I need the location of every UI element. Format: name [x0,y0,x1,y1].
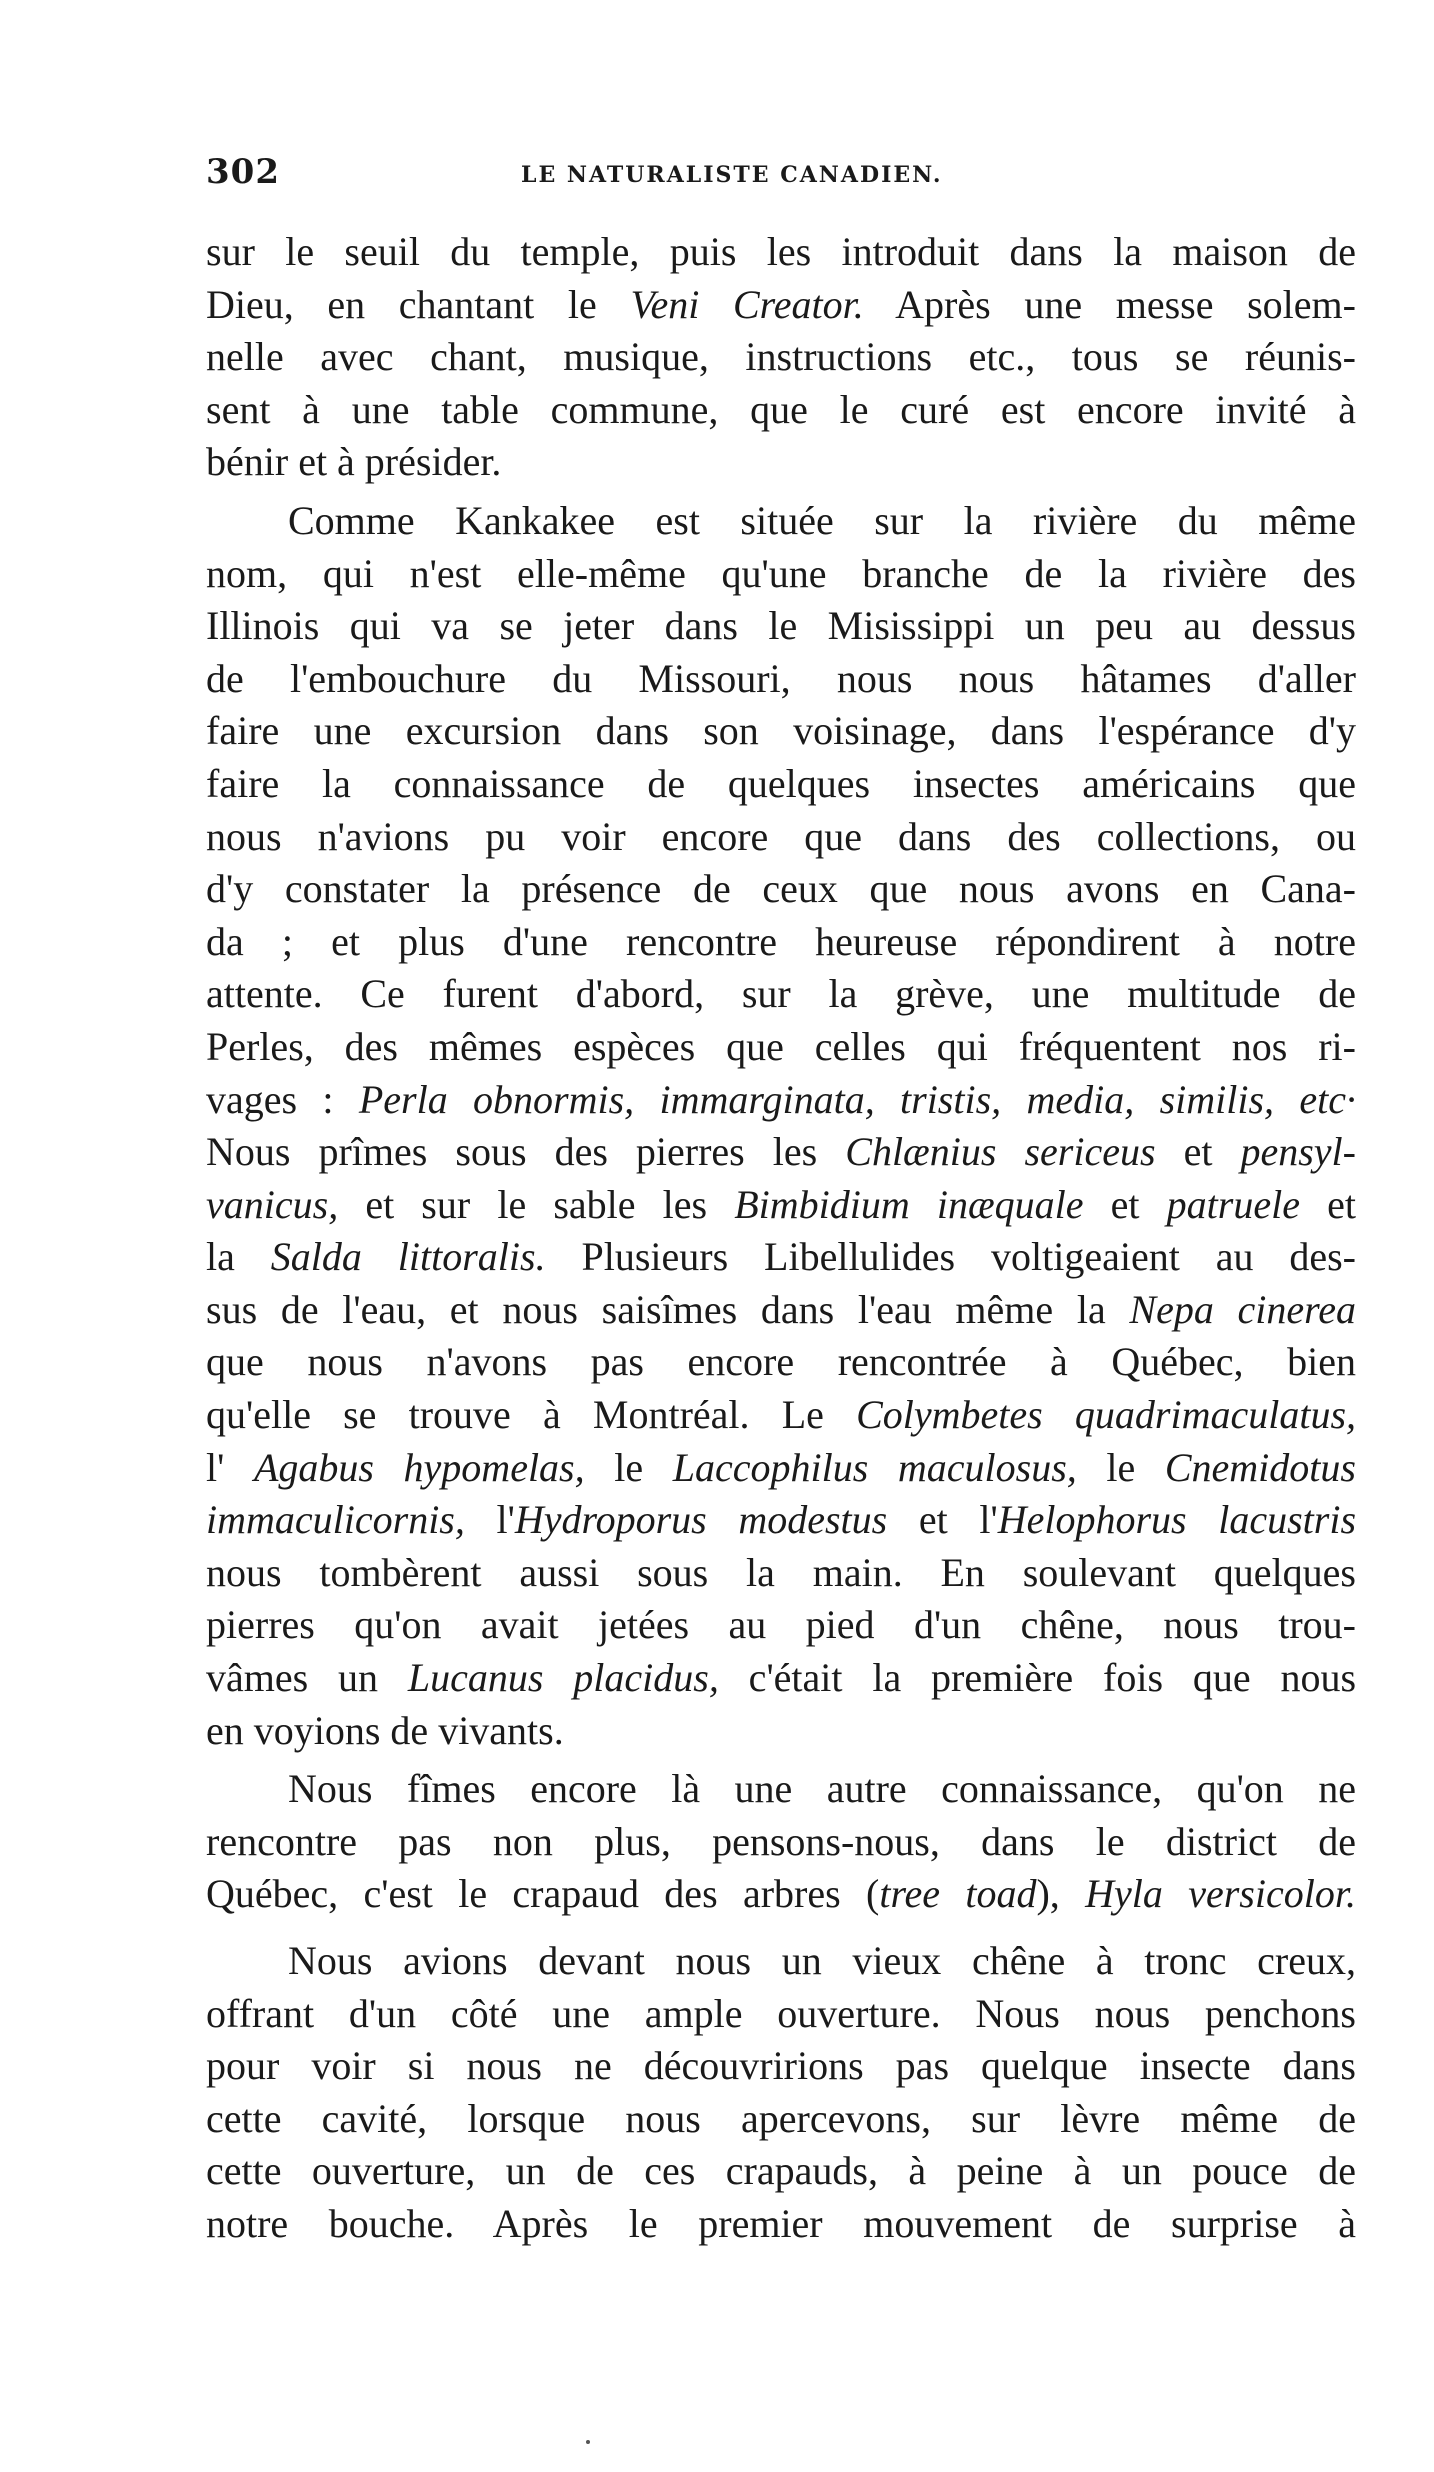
text-line: cette cavité, lorsque nous apercevons, sur lèvre même de [206,2095,1356,2141]
print-speck [586,2440,590,2444]
text-line: sus de l'eau, et nous saisîmes dans l'eau même la Nepa cinerea [206,1286,1356,1332]
italic-title: Veni Creator. [630,281,864,327]
text-line: Illinois qui va se jeter dans le Misissippi un peu au dessus [206,603,1356,649]
page-number: 302 [206,152,280,192]
body-text [206,226,1356,2251]
species-name: Nepa cinerea [1129,1286,1356,1332]
text-line: offrant d'un côté une ample ouverture. Nous nous penchons [206,1990,1356,2036]
species-name: Colymbetes quadrimaculatus, [856,1392,1357,1438]
text-line: bénir et à présider. [206,439,502,485]
text-line: rencontre pas non plus, pensons-nous, dans le district de [206,1818,1356,1864]
text-line: nous tombèrent aussi sous la main. En soulevant quelques [206,1549,1356,1595]
text-line: Dieu, en chantant le Veni Creator. Après une messe solem- [206,281,1356,327]
text-line: notre bouche. Après le premier mouvement de surprise à [206,2200,1356,2246]
text-line: vages : Perla obnormis, immarginata, tristis, media, similis, etc· [206,1076,1356,1122]
text-line: sent à une table commune, que le curé est encore invité à [206,386,1356,432]
text-line: pour voir si nous ne découvririons pas quelque insecte dans [206,2043,1356,2089]
text-line: nelle avec chant, musique, instructions etc., tous se réunis- [206,334,1356,380]
text-line: Comme Kankakee est située sur la rivière du même [288,497,1356,543]
species-name: Cnemidotus [1164,1444,1356,1490]
species-name: Hydroporus modestus [514,1497,888,1543]
text-line: attente. Ce furent d'abord, sur la grève, une multitude de [206,971,1356,1017]
text-line: d'y constater la présence de ceux que nous avons en Cana- [206,866,1356,912]
species-name: pensyl- [1240,1129,1356,1175]
text-line: da ; et plus d'une rencontre heureuse répondirent à notre [206,918,1356,964]
text-line: l' Agabus hypomelas, le Laccophilus maculosus, le Cnemidotus [206,1444,1356,1490]
species-name: Hyla versicolor. [1085,1871,1356,1917]
species-name: Salda littoralis. [270,1234,546,1280]
text-line: la Salda littoralis. Plusieurs Libellulides voltigeaient au des- [206,1234,1356,1280]
text-line: Nous fîmes encore là une autre connaissance, qu'on ne [288,1766,1356,1812]
text-line: Nous avions devant nous un vieux chêne à tronc creux, [288,1938,1356,1983]
species-name: Agabus hypomelas, [253,1444,585,1490]
species-name: patruele [1166,1181,1300,1227]
species-name: Lucanus placidus, [407,1655,719,1701]
species-name: Helophorus lacustris [997,1497,1357,1543]
species-name: Chlænius sericeus [845,1129,1156,1175]
text-line: nom, qui n'est elle-même qu'une branche de la rivière des [206,550,1356,596]
text-line: Perles, des mêmes espèces que celles qui fréquentent nos ri- [206,1023,1356,1069]
text-line: Québec, c'est le crapaud des arbres (tree toad), Hyla versicolor. [206,1871,1356,1917]
text-line: en voyions de vivants. [206,1707,564,1753]
text-line: qu'elle se trouve à Montréal. Le Colymbetes quadrimaculatus, [206,1392,1357,1438]
page-header [206,152,1356,202]
running-title: LE NATURALISTE CANADIEN. [521,162,943,188]
text-line: faire la connaissance de quelques insectes américains que [206,760,1356,806]
species-name: Laccophilus maculosus, [672,1444,1077,1490]
species-name: Perla obnormis, immarginata, tristis, media, similis, etc· [358,1076,1356,1122]
paragraph-4 [206,1935,1356,2251]
common-name: tree toad [879,1871,1037,1917]
paragraph-3 [206,1763,1356,1921]
text-line: vanicus, et sur le sable les Bimbidium inæquale et patruele et [206,1181,1356,1227]
text-line: faire une excursion dans son voisinage, dans l'espérance d'y [206,708,1356,754]
text-line: de l'embouchure du Missouri, nous nous hâtames d'aller [206,655,1356,701]
text-line: cette ouverture, un de ces crapauds, à peine à un pouce de [206,2148,1356,2194]
text-line: immaculicornis, l'Hydroporus modestus et l'Helophorus lacustris [206,1497,1357,1543]
species-name: immaculicornis, [206,1497,465,1543]
text-line: Nous prîmes sous des pierres les Chlænius sericeus et pensyl- [206,1129,1356,1175]
paragraph-2 [206,495,1356,1757]
text-line: pierres qu'on avait jetées au pied d'un chêne, nous trou- [206,1602,1356,1648]
paragraph-1 [206,226,1356,489]
text-line: sur le seuil du temple, puis les introduit dans la maison de [206,229,1356,274]
species-name: Bimbidium inæquale [734,1181,1084,1227]
text-line: vâmes un Lucanus placidus, c'était la première fois que nous [206,1655,1357,1701]
text-line: nous n'avions pu voir encore que dans des collections, ou [206,813,1356,859]
species-name: vanicus, [206,1181,339,1227]
text-line: que nous n'avons pas encore rencontrée à Québec, bien [206,1339,1356,1385]
